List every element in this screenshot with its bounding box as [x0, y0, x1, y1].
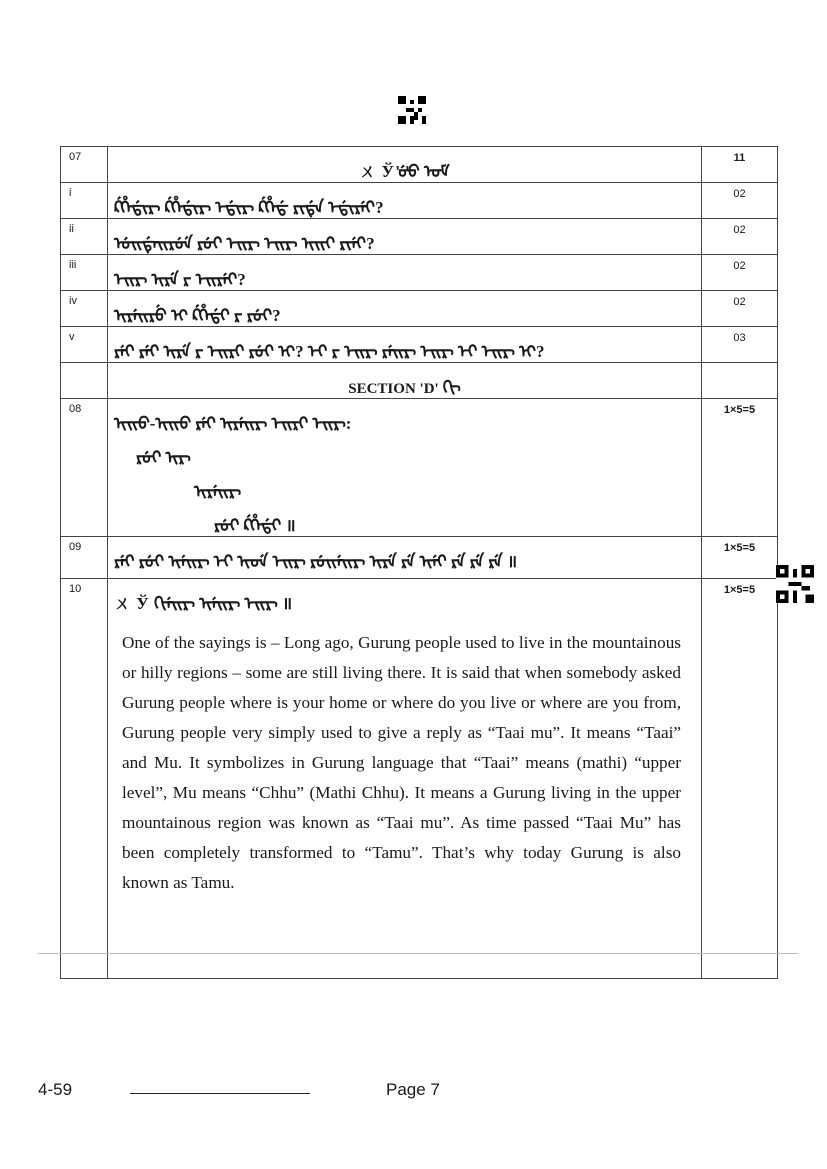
question-number: i: [61, 183, 108, 219]
qr-code-top: [398, 96, 426, 124]
question-number: 09: [61, 537, 108, 579]
section-heading: SECTION 'D' ᡴᡳ: [108, 363, 702, 399]
question-number: 10: [61, 579, 108, 979]
question-number: v: [61, 327, 108, 363]
question-marks: 1×5=5: [702, 579, 778, 979]
question-row: [61, 327, 778, 363]
page-code: 4-59: [38, 1080, 73, 1099]
question-number: iv: [61, 291, 108, 327]
question-text: ᡝᡳᡵ ᡳᡵᡝ ᡵ ᡝᡳᡵᡝᡳ?: [108, 255, 702, 291]
question-heading: ㄨ Ў ᡃᡠᡃᡠ ᠤᠮ: [108, 147, 702, 183]
question-text: ᡵᡝᡳ ᡵᡝᡳ ᡳᡵᡝ ᡵ ᡝᡳᡵᡳ ᡵᡠᡳ ᡳ? ᡝᡳ ᡵ ᡝᡳᡵ ᡵᡝᡳᡵ ᡝᡳᡵ ᡝᡳ ᡝᡳᡵ ᡳ?: [108, 327, 702, 363]
question-row: [61, 579, 778, 979]
question-text: ᡳᡵᡝᡳᡵᡠ ᡳ ᡬᡥᡝᡩᡳ ᡵ ᡵᡠᡳ?: [108, 291, 702, 327]
question-text: ᡠᡳᡩᡝᡳᡵᡠᡝ ᡵᡠᡳ ᡝᡳᡵ ᡝᡳᡵ ᡳᡳᡳ ᡵᡳᡝᡳ?: [108, 219, 702, 255]
question-row: [61, 291, 778, 327]
question-row: [61, 219, 778, 255]
footer-rule: [130, 1093, 310, 1094]
page-number: Page 7: [386, 1080, 440, 1099]
question-number: 07: [61, 147, 108, 183]
question-marks: 02: [702, 183, 778, 219]
footer-divider: [38, 953, 798, 954]
question-row: [61, 255, 778, 291]
question-table: [60, 146, 778, 979]
question-text: ᡬᡥᡝᡩᡳᡵ ᡬᡥᡝᡩᡳᡵ ᡝᡩᡳᡵ ᡬᡥᡝᡩ ᡵᡳᡩᡝ ᡝᡩᡳᡵᡝᡳ?: [108, 183, 702, 219]
question-marks: 02: [702, 291, 778, 327]
question-marks: 1×5=5: [702, 399, 778, 537]
question-number: iii: [61, 255, 108, 291]
question-number: ii: [61, 219, 108, 255]
question-marks: 02: [702, 255, 778, 291]
question-marks: 1×5=5: [702, 537, 778, 579]
question-marks: 03: [702, 327, 778, 363]
question-row: [61, 183, 778, 219]
question-marks: 02: [702, 219, 778, 255]
question-marks: 11: [702, 147, 778, 183]
question-row: [61, 147, 778, 183]
section-row: [61, 363, 778, 399]
passage-text: One of the sayings is – Long ago, Gurung people used to live in the mountainous or hilly regions – some are still living there. It is said that when somebody asked Gurung people where is your home or where do you live or where are you from, Gurung people very simply used to give a reply as “Taai mu”. It means “Taai” and Mu. It symbolizes in Gurung language that “Taai” means (mathi) “upper level”, Mu means “Chhu” (Mathi Chhu). It means a Gurung living in the upper mountainous region was known as “Taai mu”. As time passed “Taai Mu” has been completely transformed to “Tamu”. That’s why today Gurung is also known as Tamu.: [122, 633, 681, 892]
qr-code-side: [776, 565, 814, 603]
question-row: [61, 399, 778, 537]
question-text: ㄨ Ў ᡴᡳᡝᡳᡵ ᡳᡝᡳᡵ ᡝᡳᡵ ॥ One of the sayings is – Long ago, Gurung people used to live in the mountainous or hilly regions – some are still living there. It is said that when somebody asked Gurung people where is your home or where do you live or where are you from, Gurung people very simply used to give a reply as “Taai mu”. It means “Taai” and Mu. It symbolizes in Gurung language that “Taai” means (mathi) “upper level”, Mu means “Chhu” (Mathi Chhu). It means a Gurung living in the upper mountainous region was known as “Taai mu”. As time passed “Taai Mu” has been completely transformed to “Tamu”. That’s why today Gurung is also known as Tamu.: [108, 579, 702, 979]
question-row: [61, 537, 778, 579]
question-text: ᡵᡝᡳ ᡵᡠᡳ ᡳᡝᡳᡵ ᡝᡳ ᡳᡠᡝ ᡝᡳᡵ ᡵᡠᡳᡝᡳᡵ ᡳᡵᡝ ᡵᡝ ᡳᡝᡳ ᡵᡝ ᡵᡝ ᡵᡝ ॥: [108, 537, 702, 579]
question-text: ᡳᡳᡠ-ᡳᡳᡠ ᡵᡝᡳ ᡳᡵᡝᡳᡵ ᡝᡳᡵᡳ ᡝᡳᡵ: ᡵᡠᡳ ᡳᡵ ᡳᡵᡝᡳᡵ ᡵᡠᡳ ᡬᡥᡝᡩᡳ ॥: [108, 399, 702, 537]
question-number: 08: [61, 399, 108, 537]
